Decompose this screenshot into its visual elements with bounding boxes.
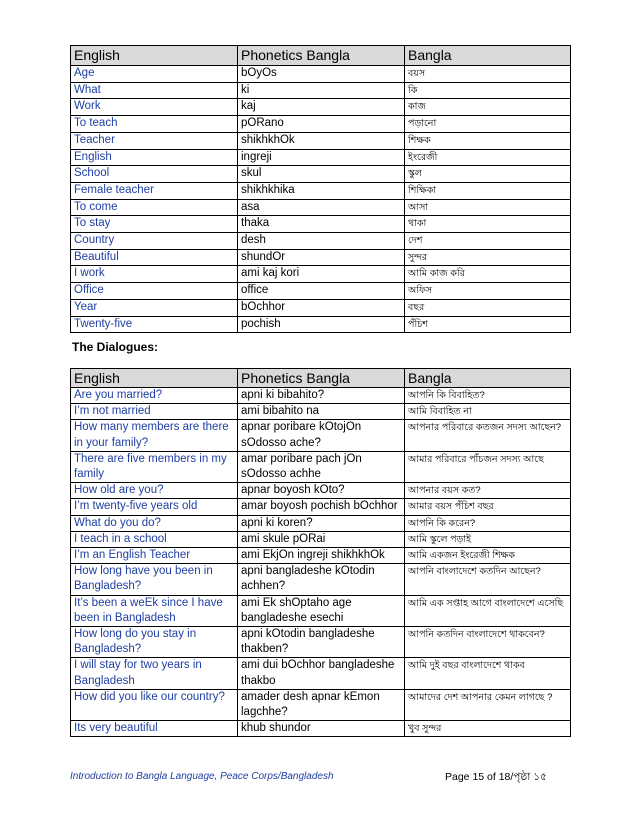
phonetics-cell: bOchhor [238,299,405,316]
english-cell: Twenty-five [71,316,238,333]
bangla-cell: আমার বয়স পঁচিশ বছর [405,499,571,515]
english-cell: How old are you? [71,483,238,499]
table-row [71,499,571,515]
table-row [71,515,571,531]
bangla-cell: আমার পরিবারে পাঁচজন সদস্য আছে [405,451,571,482]
english-cell: What [71,82,238,99]
phonetics-cell: amar poribare pach jOn sOdosso achhe [238,451,405,482]
phonetics-cell: shikhkhika [238,182,405,199]
dialogue-header-row [71,369,571,388]
bangla-cell: ইংরেজী [405,149,571,166]
phonetics-cell: asa [238,199,405,216]
english-cell: To come [71,199,238,216]
table-row [71,66,571,83]
table-row [71,233,571,250]
phonetics-cell: pORano [238,116,405,133]
bangla-cell: শিক্ষিকা [405,182,571,199]
table-row [71,216,571,233]
phonetics-cell: apnar poribare kOtojOn sOdosso ache? [238,420,405,451]
column-header-english: English [71,46,238,66]
phonetics-cell: ki [238,82,405,99]
english-cell: Beautiful [71,249,238,266]
table-row [71,548,571,564]
english-cell: How long have you been in Bangladesh? [71,564,238,595]
bangla-cell: দেশ [405,233,571,250]
english-cell: Age [71,66,238,83]
phonetics-cell: apni bangladeshe kOtodin achhen? [238,564,405,595]
english-cell: How many members are there in your family? [71,420,238,451]
table-row [71,404,571,420]
phonetics-cell: ami skule pORai [238,531,405,547]
english-cell: I’m not married [71,404,238,420]
english-cell: Year [71,299,238,316]
bangla-cell: আমাদের দেশ আপনার কেমন লাগছে ? [405,689,571,720]
bangla-cell: কি [405,82,571,99]
table-row [71,283,571,300]
english-cell: How did you like our country? [71,689,238,720]
table-row [71,627,571,658]
phonetics-cell: office [238,283,405,300]
column-header-bangla: Bangla [405,369,571,388]
column-header-phonetics: Phonetics Bangla [238,46,405,66]
bangla-cell: আপনি কতদিন বাংলাদেশে থাকবেন? [405,627,571,658]
english-cell: Teacher [71,132,238,149]
table-row [71,82,571,99]
english-cell: Office [71,283,238,300]
table-row [71,316,571,333]
phonetics-cell: ami bibahito na [238,404,405,420]
bangla-cell: আপনি কি করেন? [405,515,571,531]
phonetics-cell: apni kOtodin bangladeshe thakben? [238,627,405,658]
phonetics-cell: ami kaj kori [238,266,405,283]
phonetics-cell: ami dui bOchhor bangladeshe thakbo [238,658,405,689]
phonetics-cell: amader desh apnar kEmon lagchhe? [238,689,405,720]
column-header-phonetics: Phonetics Bangla [238,369,405,388]
table-row [71,483,571,499]
phonetics-cell: apni ki koren? [238,515,405,531]
phonetics-cell: skul [238,166,405,183]
phonetics-cell: desh [238,233,405,250]
english-cell: School [71,166,238,183]
table-row [71,531,571,547]
table-row [71,564,571,595]
bangla-cell: আপনার বয়স কত? [405,483,571,499]
bangla-cell: অফিস [405,283,571,300]
footer-course-title: Introduction to Bangla Language, Peace Corps/Bangladesh [70,771,334,782]
table-row [71,420,571,451]
phonetics-cell: amar boyosh pochish bOchhor [238,499,405,515]
footer-page-number: Page 15 of 18/পৃষ্ঠা ১৫ [445,771,547,783]
english-cell: I work [71,266,238,283]
english-cell: I’m twenty-five years old [71,499,238,515]
bangla-cell: আসা [405,199,571,216]
table-row [71,595,571,626]
table-row [71,149,571,166]
english-cell: There are five members in my family [71,451,238,482]
english-cell: To teach [71,116,238,133]
phonetics-cell: ami Ek shOptaho age bangladeshe esechi [238,595,405,626]
english-cell: Country [71,233,238,250]
table-row [71,132,571,149]
phonetics-cell: pochish [238,316,405,333]
english-cell: English [71,149,238,166]
table-row [71,182,571,199]
dialogues-heading: The Dialogues: [72,340,159,354]
bangla-cell: পড়ানো [405,116,571,133]
english-cell: I’m an English Teacher [71,548,238,564]
table-row [71,451,571,482]
english-cell: I will stay for two years in Bangladesh [71,658,238,689]
bangla-cell: আমি বিবাহিত না [405,404,571,420]
english-cell: How long do you stay in Bangladesh? [71,627,238,658]
bangla-cell: বয়স [405,66,571,83]
bangla-cell: আমি কাজ করি [405,266,571,283]
english-cell: Female teacher [71,182,238,199]
phonetics-cell: ingreji [238,149,405,166]
bangla-cell: শিক্ষক [405,132,571,149]
table-row [71,299,571,316]
bangla-cell: আমি এক সপ্তাহ আগে বাংলাদেশে এসেছি [405,595,571,626]
english-cell: Are you married? [71,388,238,404]
table-row [71,199,571,216]
table-row [71,388,571,404]
bangla-cell: আপনি বাংলাদেশে কতদিন আছেন? [405,564,571,595]
english-cell: To stay [71,216,238,233]
english-cell: It’s been a weEk since I have been in Bangladesh [71,595,238,626]
phonetics-cell: bOyOs [238,66,405,83]
bangla-cell: আমি একজন ইংরেজী শিক্ষক [405,548,571,564]
column-header-bangla: Bangla [405,46,571,66]
table-row [71,166,571,183]
phonetics-cell: shikhkhOk [238,132,405,149]
table-row [71,689,571,720]
english-cell: Work [71,99,238,116]
phonetics-cell: kaj [238,99,405,116]
bangla-cell: বছর [405,299,571,316]
table-row [71,116,571,133]
phonetics-cell: apnar boyosh kOto? [238,483,405,499]
bangla-cell: খুব সুন্দর [405,721,571,737]
bangla-cell: থাকা [405,216,571,233]
english-cell: What do you do? [71,515,238,531]
table-row [71,249,571,266]
bangla-cell: পঁচিশ [405,316,571,333]
table-row [71,658,571,689]
bangla-cell: আপনার পরিবারে কতজন সদস্য আছেন? [405,420,571,451]
bangla-cell: কাজ [405,99,571,116]
bangla-cell: আপনি কি বিবাহিত? [405,388,571,404]
english-cell: I teach in a school [71,531,238,547]
bangla-cell: সুন্দর [405,249,571,266]
bangla-cell: স্কুল [405,166,571,183]
vocabulary-header-row [71,46,571,66]
phonetics-cell: khub shundor [238,721,405,737]
column-header-english: English [71,369,238,388]
phonetics-cell: thaka [238,216,405,233]
phonetics-cell: apni ki bibahito? [238,388,405,404]
phonetics-cell: shundOr [238,249,405,266]
phonetics-cell: ami EkjOn ingreji shikhkhOk [238,548,405,564]
vocabulary-table [70,45,571,333]
table-row [71,266,571,283]
table-row [71,99,571,116]
bangla-cell: আমি দুই বছর বাংলাদেশে থাকব [405,658,571,689]
table-row [71,721,571,737]
english-cell: Its very beautiful [71,721,238,737]
bangla-cell: আমি স্কুলে পড়াই [405,531,571,547]
dialogue-table [70,368,571,737]
